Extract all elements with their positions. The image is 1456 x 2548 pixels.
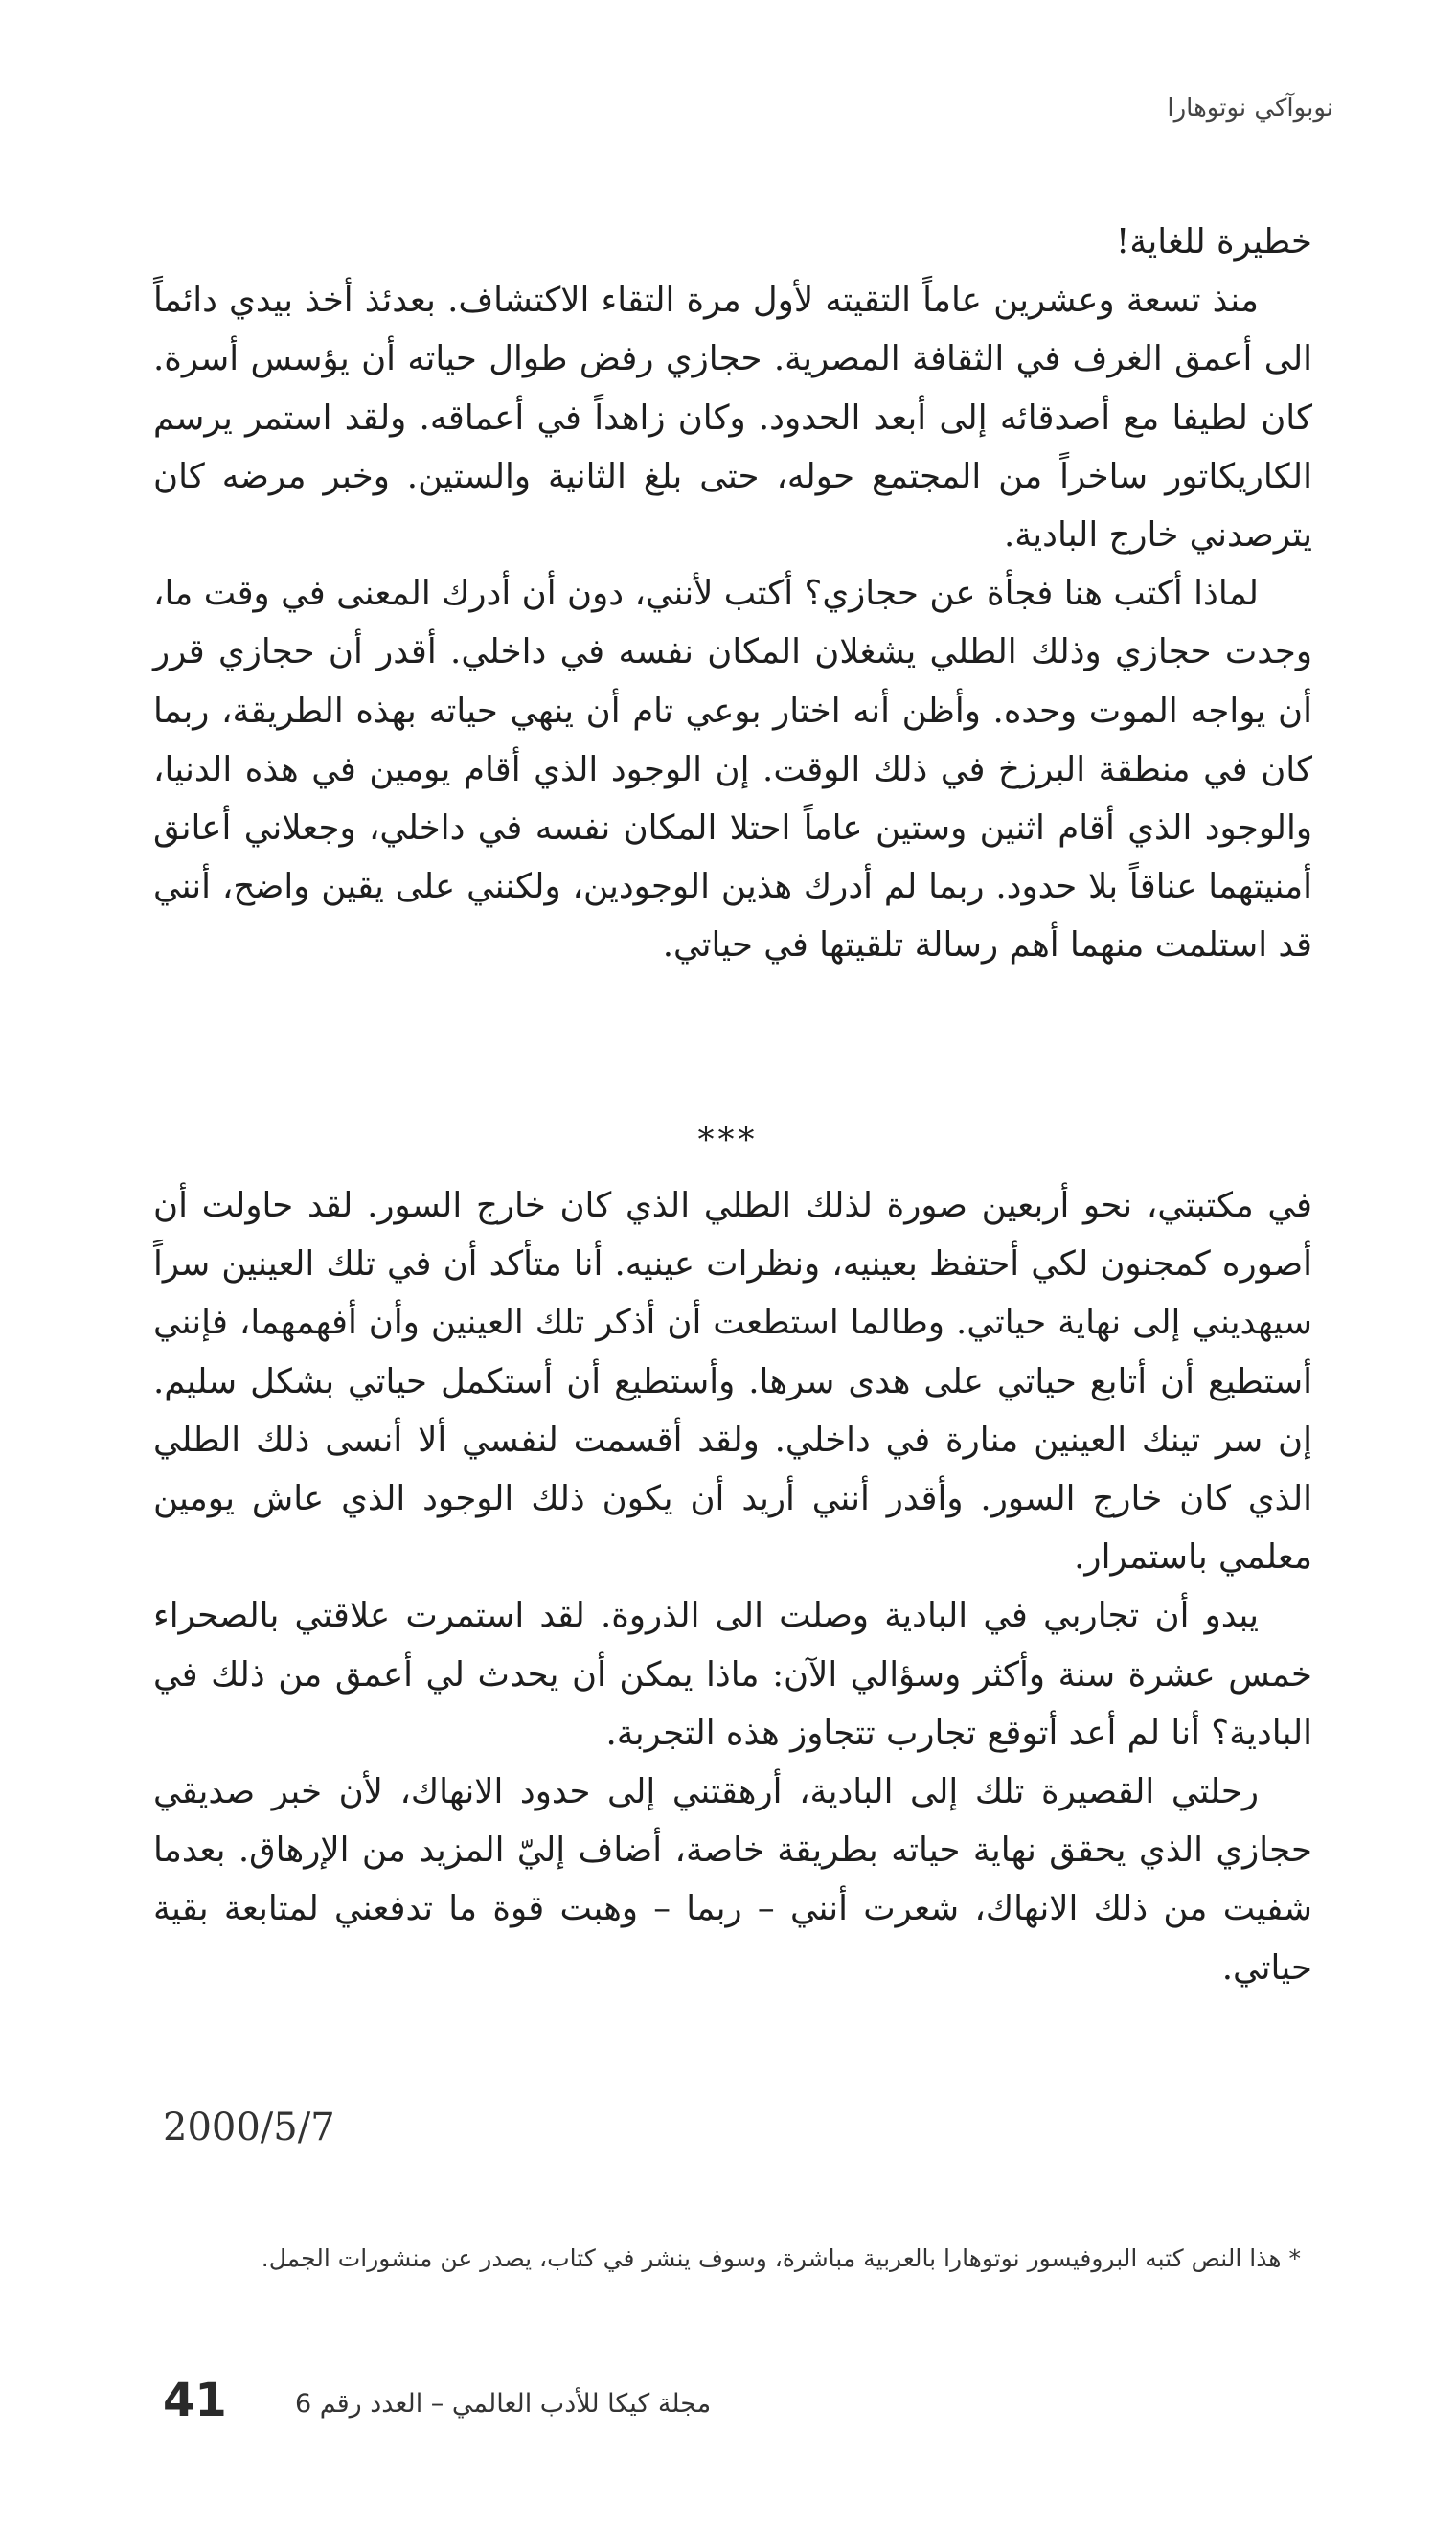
magazine-footer: مجلة كيكا للأدب العالمي – العدد رقم 6 <box>295 2389 712 2419</box>
page-number: 41 <box>163 2374 227 2427</box>
running-header: نوبوآكي نوتوهارا <box>1167 94 1333 123</box>
article-section-1 <box>153 213 1312 975</box>
paragraph: منذ تسعة وعشرين عاماً التقيته لأول مرة التقاء الاكتشاف. بعدئذ أخذ بيدي دائماً الى أعمق الغرف في الثقافة المصرية. حجازي رفض طوال حياته أن يؤسس أسرة. كان لطيفا مع أصدقائه إلى أبعد الحدود. وكان زاهداً في أعماقه. ولقد استمر يرسم الكاريكاتور ساخراً من المجتمع حوله، حتى بلغ الثانية والستين. وخبر مرضه كان يترصدني خارج البادية. <box>153 281 1312 556</box>
section-separator: *** <box>697 1121 759 1159</box>
article-date: 2000/5/7 <box>163 2105 335 2150</box>
footnote: * هذا النص كتبه البروفيسور نوتوهارا بالعربية مباشرة، وسوف ينشر في كتاب، يصدر عن منشورات الجمل. <box>261 2244 1301 2272</box>
paragraph: خطيرة للغاية! <box>1116 222 1312 262</box>
article-section-2 <box>153 1176 1312 1997</box>
paragraph: يبدو أن تجاربي في البادية وصلت الى الذروة. لقد استمرت علاقتي بالصحراء خمس عشرة سنة وأكثر وسؤالي الآن: ماذا يمكن أن يحدث لي أعمق من ذلك في البادية؟ أنا لم أعد أتوقع تجارب تتجاوز هذه التجربة. <box>153 1596 1312 1753</box>
paragraph: لماذا أكتب هنا فجأة عن حجازي؟ أكتب لأنني، دون أن أدرك المعنى في وقت ما، وجدت حجازي وذلك الطلي يشغلان المكان نفسه في داخلي. أقدر أن حجازي قرر أن يواجه الموت وحده. وأظن أنه اختار بوعي تام أن ينهي حياته بهذه الطريقة، ربما كان في منطقة البرزخ في ذلك الوقت. إن الوجود الذي أقام يومين في هذه الدنيا، والوجود الذي أقام اثنين وستين عاماً احتلا المكان نفسه في داخلي، وجعلاني أعانق أمنيتهما عناقاً بلا حدود. ربما لم أدرك هذين الوجودين، ولكنني على يقين واضح، أنني قد استلمت منهما أهم رسالة تلقيتها في حياتي. <box>153 574 1312 966</box>
paragraph: في مكتبتي، نحو أربعين صورة لذلك الطلي الذي كان خارج السور. لقد حاولت أن أصوره كمجنون لكي أحتفظ بعينيه، ونظرات عينيه. أنا متأكد أن في تلك العينين سراً سيهديني إلى نهاية حياتي. وطالما استطعت أن أذكر تلك العينين وأن أفهمهما، فإنني أستطيع أن أتابع حياتي على هدى سرها. وأستطيع أن أستكمل حياتي بشكل سليم. إن سر تينك العينين منارة في داخلي. ولقد أقسمت لنفسي ألا أنسى ذلك الطلي الذي كان خارج السور. وأقدر أنني أريد أن يكون ذلك الوجود الذي عاش يومين معلمي باستمرار. <box>153 1186 1312 1578</box>
paragraph: رحلتي القصيرة تلك إلى البادية، أرهقتني إلى حدود الانهاك، لأن خبر صديقي حجازي الذي يحقق نهاية حياته بطريقة خاصة، أضاف إليّ المزيد من الإرهاق. بعدما شفيت من ذلك الانهاك، شعرت أنني – ربما – وهبت قوة ما تدفعني لمتابعة بقية حياتي. <box>153 1772 1312 1988</box>
